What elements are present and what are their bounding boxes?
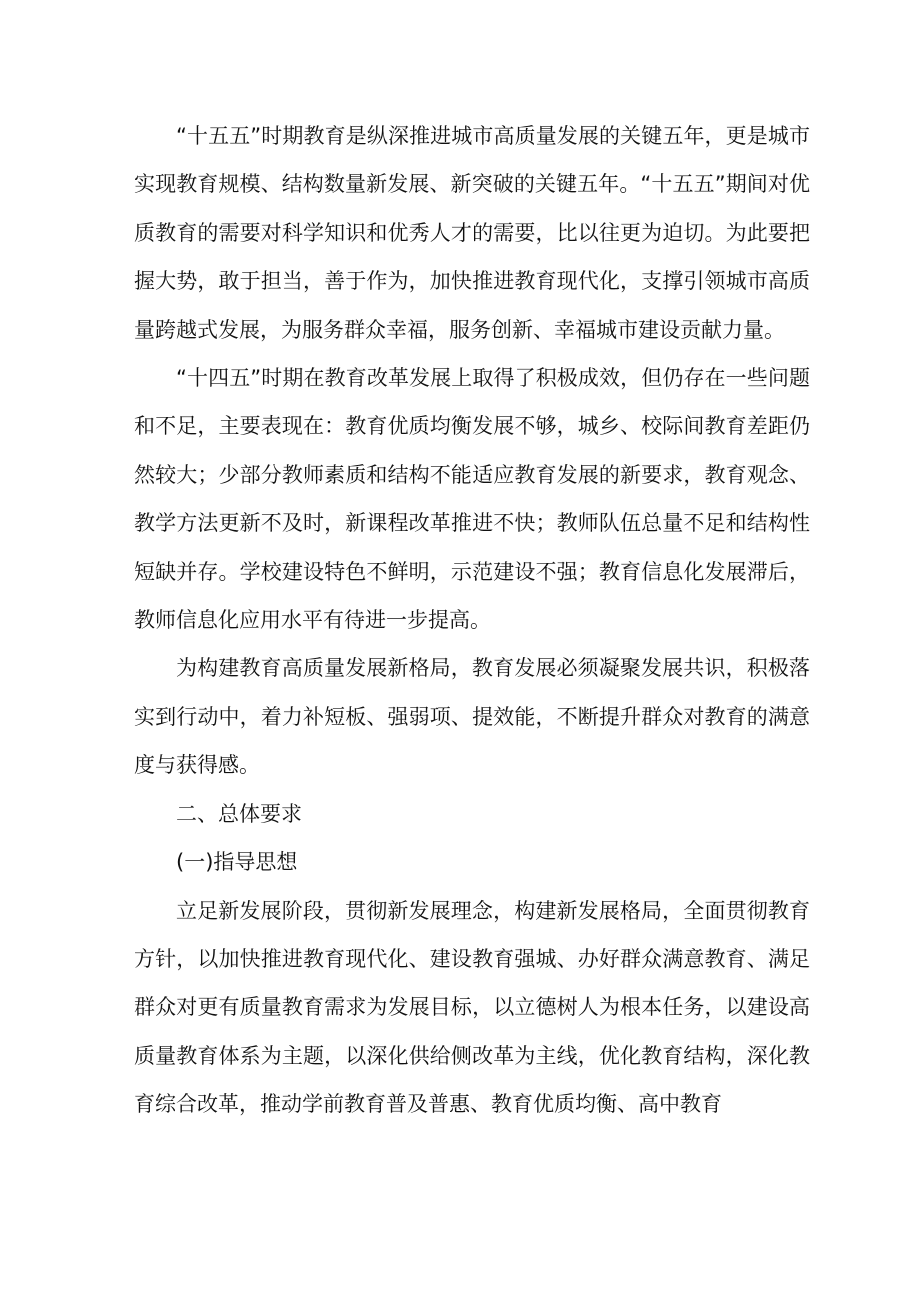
document-body	[134, 112, 810, 1129]
section-heading: 二、总体要求	[176, 801, 302, 826]
subsection-heading: (一)指导思想	[176, 850, 298, 875]
paragraph-new-pattern: 为构建教育高质量发展新格局，教育发展必须凝聚发展共识，积极落实到行动中，着力补短板、强弱项、提效能，不断提升群众对教育的满意度与获得感。	[134, 656, 810, 778]
paragraph-fifteenth-five-year: “十五五”时期教育是纵深推进城市高质量发展的关键五年，更是城市实现教育规模、结构数量新发展、新突破的关键五年。“十五五”期间对优质教育的需要对科学知识和优秀人才的需要，比以往更为迫切。为此要把握大势，敢于担当，善于作为，加快推进教育现代化，支撑引领城市高质量跨越式发展，为服务群众幸福，服务创新、幸福城市建设贡献力量。	[134, 124, 810, 342]
paragraph-guiding-ideology: 立足新发展阶段，贯彻新发展理念，构建新发展格局，全面贯彻教育方针，以加快推进教育现代化、建设教育强城、办好群众满意教育、满足群众对更有质量教育需求为发展目标，以立德树人为根本任务，以建设高质量教育体系为主题，以深化供给侧改革为主线，优化教育结构，深化教育综合改革，推动学前教育普及普惠、教育优质均衡、高中教育	[134, 898, 810, 1117]
paragraph-fourteenth-five-year: “十四五”时期在教育改革发展上取得了积极成效，但仍存在一些问题和不足，主要表现在：教育优质均衡发展不够，城乡、校际间教育差距仍然较大；少部分教师素质和结构不能适应教育发展的新要求，教育观念、教学方法更新不及时，新课程改革推进不快；教师队伍总量不足和结构性短缺并存。学校建设特色不鲜明，示范建设不强；教育信息化发展滞后，教师信息化应用水平有待进一步提高。	[134, 366, 810, 633]
